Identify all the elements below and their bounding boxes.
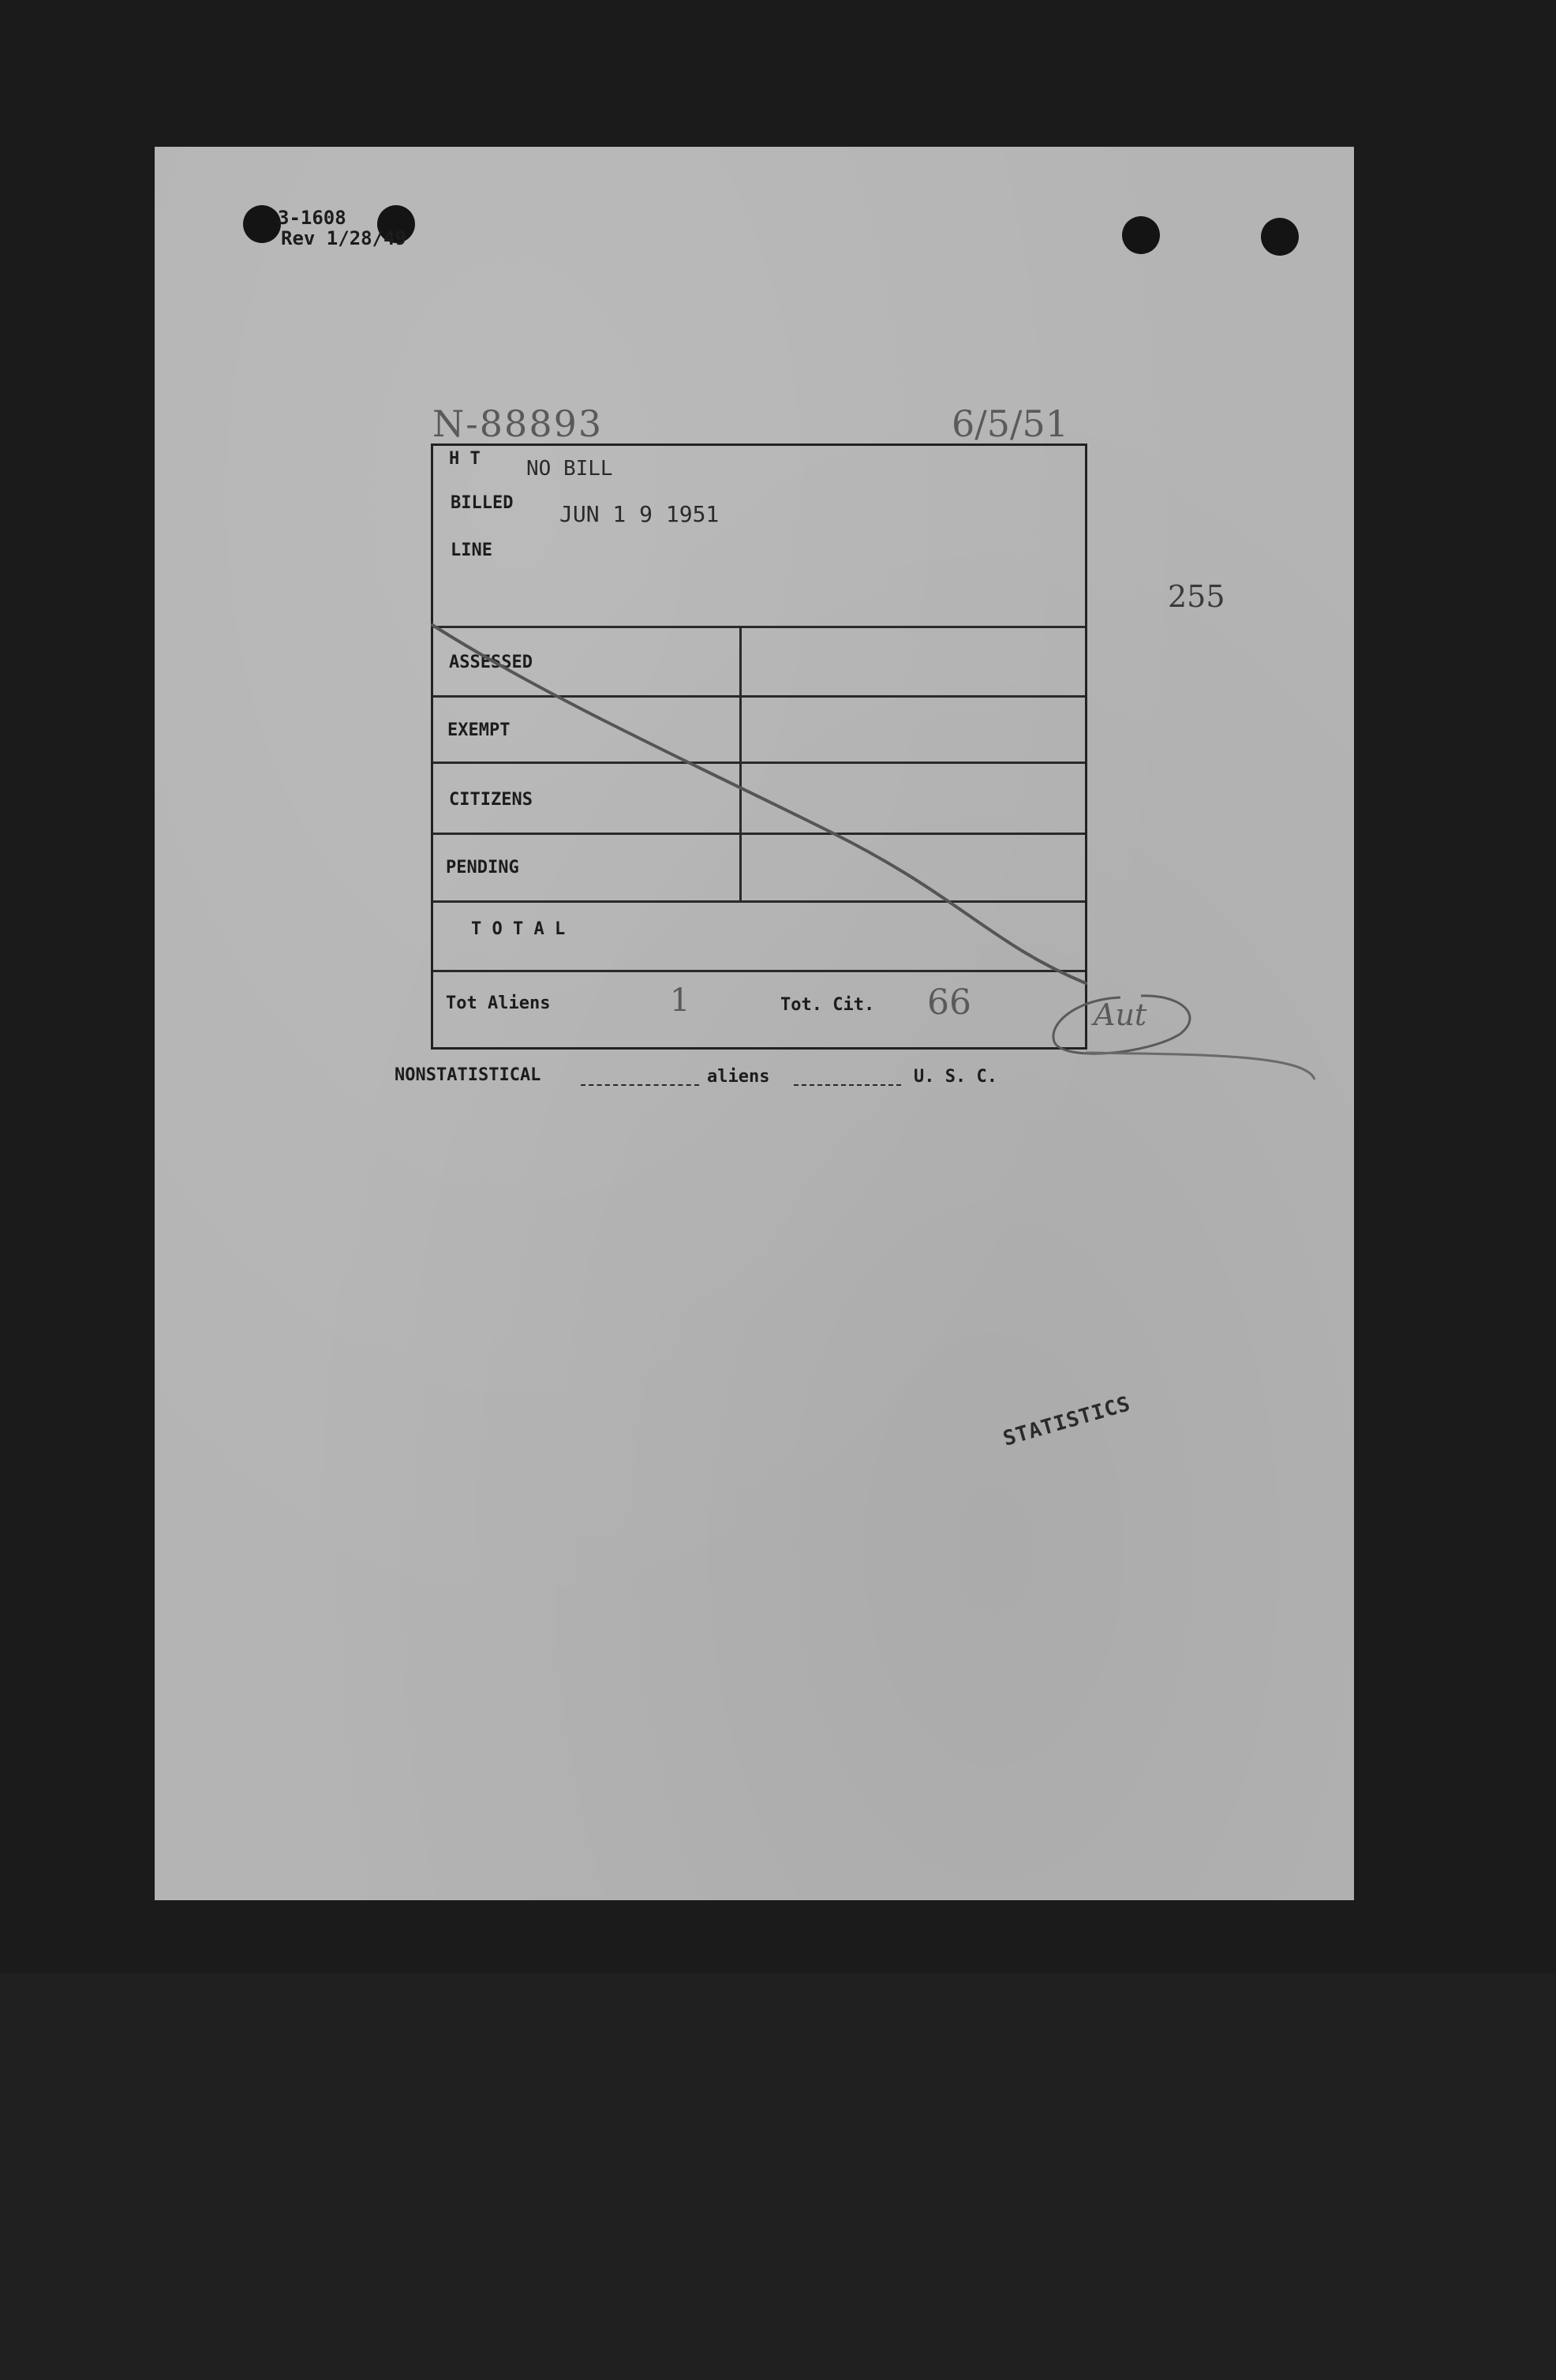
tot-cit-label: Tot. Cit. xyxy=(780,995,875,1015)
page-number: 255 xyxy=(1168,579,1225,614)
total-label: T O T A L xyxy=(471,919,566,939)
document-page xyxy=(155,147,1354,1900)
handwritten-date: 6/5/51 xyxy=(952,402,1069,445)
row-label-pending: PENDING xyxy=(446,858,519,878)
billed-label: BILLED xyxy=(451,493,514,513)
form-number: 3-1608 xyxy=(278,207,346,229)
tot-cit-value: 66 xyxy=(927,982,971,1023)
tot-aliens-label: Tot Aliens xyxy=(446,994,551,1013)
row-label-assessed: ASSESSED xyxy=(449,653,533,672)
tot-aliens-value: 1 xyxy=(670,982,690,1019)
usc-label: U. S. C. xyxy=(914,1067,997,1087)
pencil-marks xyxy=(155,147,1354,1900)
ht-value: NO BILL xyxy=(526,457,613,481)
row-label-citizens: CITIZENS xyxy=(449,790,533,810)
scanner-bed xyxy=(0,1973,1556,2380)
pencil-strike-line xyxy=(432,625,1086,983)
billed-date-stamp: JUN 1 9 1951 xyxy=(559,501,720,527)
file-number: N-88893 xyxy=(432,402,604,445)
nonstatistical-label: NONSTATISTICAL xyxy=(395,1065,541,1085)
initials-loop xyxy=(1053,996,1190,1053)
form-revision: Rev 1/28/49 xyxy=(281,227,406,249)
initials-tail xyxy=(1086,1053,1315,1080)
line-label: LINE xyxy=(451,541,492,560)
statistics-stamp: STATISTICS xyxy=(1001,1392,1134,1451)
row-label-exempt: EXEMPT xyxy=(447,720,511,740)
initials: Aut xyxy=(1094,997,1147,1032)
ht-label: H T xyxy=(449,449,481,469)
aliens-label: aliens xyxy=(707,1067,770,1087)
